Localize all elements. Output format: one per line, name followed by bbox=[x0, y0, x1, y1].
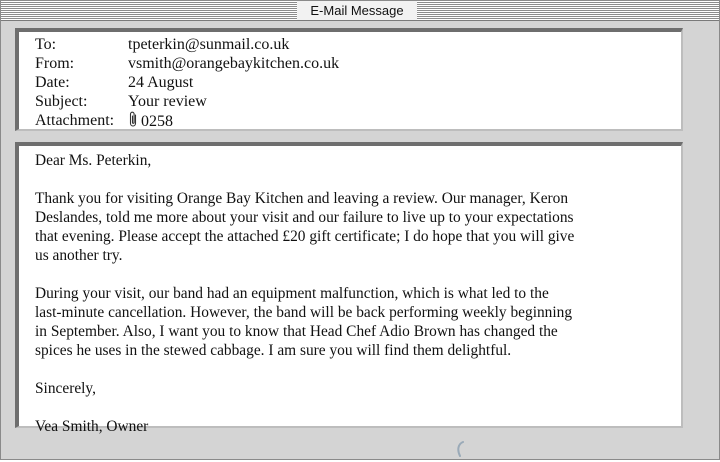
date-value: 24 August bbox=[128, 74, 194, 91]
email-header-panel bbox=[15, 28, 683, 131]
window-title: E-Mail Message bbox=[297, 1, 417, 20]
title-bar[interactable] bbox=[1, 1, 719, 21]
from-label: From: bbox=[35, 55, 75, 72]
from-value: vsmith@orangebaykitchen.co.uk bbox=[128, 55, 340, 72]
paragraph-2: During your visit, our band had an equipment malfunction, which is what led to the last-minute cancellation. However, the band will be back performing weekly beginning in September. Also, I want you to know that Head Chef Adio Brown has changed the spices he uses in the stewed cabbage. I am sure you will find them delightful. bbox=[35, 285, 573, 359]
subject-value: Your review bbox=[128, 93, 207, 110]
paperclip-icon bbox=[128, 111, 138, 128]
to-label: To: bbox=[35, 36, 57, 53]
to-value: tpeterkin@sunmail.co.uk bbox=[128, 36, 290, 53]
signature-name: Vea Smith, Owner bbox=[35, 418, 149, 435]
subject-label: Subject: bbox=[35, 93, 88, 110]
date-label: Date: bbox=[35, 74, 70, 91]
paragraph-1: Thank you for visiting Orange Bay Kitchen and leaving a review. Our manager, Keron Deslandes, told me more about your visit and our failure to live up to your expectations that evening. Please accept the attached £20 gift certificate; I do hope that you will give us another try. bbox=[35, 190, 575, 264]
window-bottom-bar bbox=[1, 438, 719, 459]
attachment-label: Attachment: bbox=[35, 112, 115, 129]
closing: Sincerely, bbox=[35, 380, 96, 397]
letter-body bbox=[35, 151, 665, 455]
attachment-name: 0258 bbox=[141, 113, 173, 130]
cursor-icon bbox=[455, 441, 465, 462]
attachment[interactable] bbox=[128, 111, 173, 131]
greeting: Dear Ms. Peterkin, bbox=[35, 152, 152, 169]
email-body-panel bbox=[15, 142, 683, 435]
